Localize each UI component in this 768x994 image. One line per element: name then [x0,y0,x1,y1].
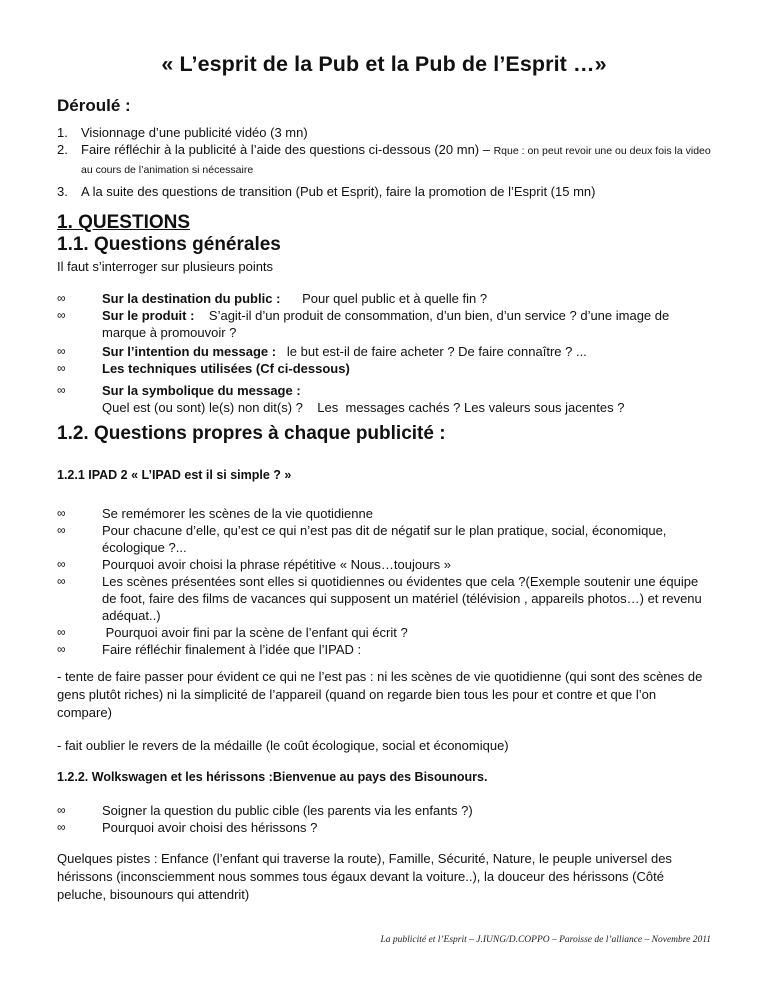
infinity-bullet-icon: ∞ [57,383,66,397]
item-text: Les scènes présentées sont elles si quotidiennes ou évidentes que cela ?(Exemple soutenir une équipe de foot, faire des films de vacances qui supposent un matériel (télévision , appareils photos…) et revenu adéquat..) [102,574,702,623]
infinity-bullet-icon: ∞ [57,361,66,375]
list-item [57,802,716,819]
ipad-heading: 1.2.1 IPAD 2 « L’IPAD est il si simple ? » [57,468,292,482]
item-label: Sur l’intention du message : [102,344,277,359]
page-footer: La publicité et l’Esprit – J.IUNG/D.COPPO – Paroisse de l’alliance – Novembre 2011 [380,935,711,945]
infinity-bullet-icon: ∞ [57,574,66,588]
list-item [57,573,716,624]
list-item [57,290,716,307]
list-item [57,641,716,658]
infinity-bullet-icon: ∞ [57,344,66,358]
item-label: Les techniques utilisées (Cf ci-dessous) [102,361,350,376]
item-text: le but est-il de faire acheter ? De faire connaître ? ... [276,344,587,359]
item-text: Pourquoi avoir fini par la scène de l’enfant qui écrit ? [102,625,408,640]
page-title: « L’esprit de la Pub et la Pub de l’Esprit …» [161,52,607,76]
infinity-bullet-icon: ∞ [57,625,66,639]
ipad-paragraph-2: - fait oublier le revers de la médaille (le coût écologique, social et économique) [57,738,509,753]
list-item [57,556,716,573]
list-item [57,522,716,556]
item-text: Pour quel public et à quelle fin ? [280,291,488,306]
infinity-bullet-icon: ∞ [57,820,66,834]
general-questions-list [57,290,716,416]
vw-heading: 1.2.2. Wolkswagen et les hérissons :Bienvenue au pays des Bisounours. [57,770,488,784]
step-text: Visionnage d’une publicité vidéo (3 mn) [81,125,308,140]
infinity-bullet-icon: ∞ [57,291,66,305]
infinity-bullet-icon: ∞ [57,557,66,571]
vw-paragraph: Quelques pistes : Enfance (l’enfant qui traverse la route), Famille, Sécurité, Nature, le peuple universel des hérissons (inconsciemment nous sommes tous égaux devant la voiture..), la douceur des hérissons (Côté peluche, bisounours qui attendrit) [57,851,672,902]
section-heading-questions: 1. QUESTIONS [57,212,191,233]
list-item [57,624,716,641]
item-text: Pour chacune d’elle, qu’est ce qui n’est pas dit de négatif sur le plan pratique, social, économique, écologique ?... [102,523,667,555]
item-text: Quel est (ou sont) le(s) non dit(s) ? Les messages cachés ? Les valeurs sous jacentes ? [102,400,625,415]
infinity-bullet-icon: ∞ [57,506,66,520]
subsection-heading-general: 1.1. Questions générales [57,234,281,255]
step-number: 2. [57,142,68,157]
infinity-bullet-icon: ∞ [57,523,66,537]
deroule-heading: Déroulé : [57,96,131,115]
step-item [57,124,718,141]
step-item [57,183,718,200]
vw-questions-list [57,802,716,836]
step-number: 3. [57,184,68,199]
item-text: Pourquoi avoir choisi la phrase répétitive « Nous…toujours » [102,557,452,572]
infinity-bullet-icon: ∞ [57,642,66,656]
ipad-questions-list [57,505,716,658]
intro-text: Il faut s’interroger sur plusieurs points [57,259,274,274]
item-text: Faire réfléchir finalement à l’idée que l’IPAD : [102,642,362,657]
item-text: S’agit-il d’un produit de consommation, d’un bien, d’un service ? d’une image de marque à promouvoir ? [102,308,673,340]
deroule-steps [57,124,718,200]
step-text: A la suite des questions de transition (Pub et Esprit), faire la promotion de l’Esprit (15 mn) [81,184,596,199]
list-item [57,505,716,522]
infinity-bullet-icon: ∞ [57,803,66,817]
item-label: Sur la symbolique du message : [102,383,301,398]
item-label: Sur la destination du public : [102,291,281,306]
list-item [57,360,716,377]
item-text: Se remémorer les scènes de la vie quotidienne [102,506,373,521]
infinity-bullet-icon: ∞ [57,308,66,322]
list-item [57,343,716,360]
item-text: Soigner la question du public cible (les parents via les enfants ?) [102,803,473,818]
step-text: Faire réfléchir à la publicité à l’aide des questions ci-dessous (20 mn) – [81,142,494,157]
item-label: Sur le produit : [102,308,195,323]
list-item [57,382,716,416]
list-item [57,307,716,341]
step-item [57,141,718,179]
list-item [57,819,716,836]
subsection-heading-specific: 1.2. Questions propres à chaque publicité : [57,423,446,444]
step-number: 1. [57,125,68,140]
ipad-paragraph-1: - tente de faire passer pour évident ce qui ne l’est pas : ni les scènes de vie quotidienne (qui sont des scènes de gens plutôt riches) ni la simplicité de l’appareil (quand on regarde bien tous les pour et contre et que l’on compare) [57,669,703,720]
step-note: Rque : on peut revoir une ou deux fois la video au cours de l’animation si nécessaire [81,145,711,176]
item-text: Pourquoi avoir choisi des hérissons ? [102,820,318,835]
